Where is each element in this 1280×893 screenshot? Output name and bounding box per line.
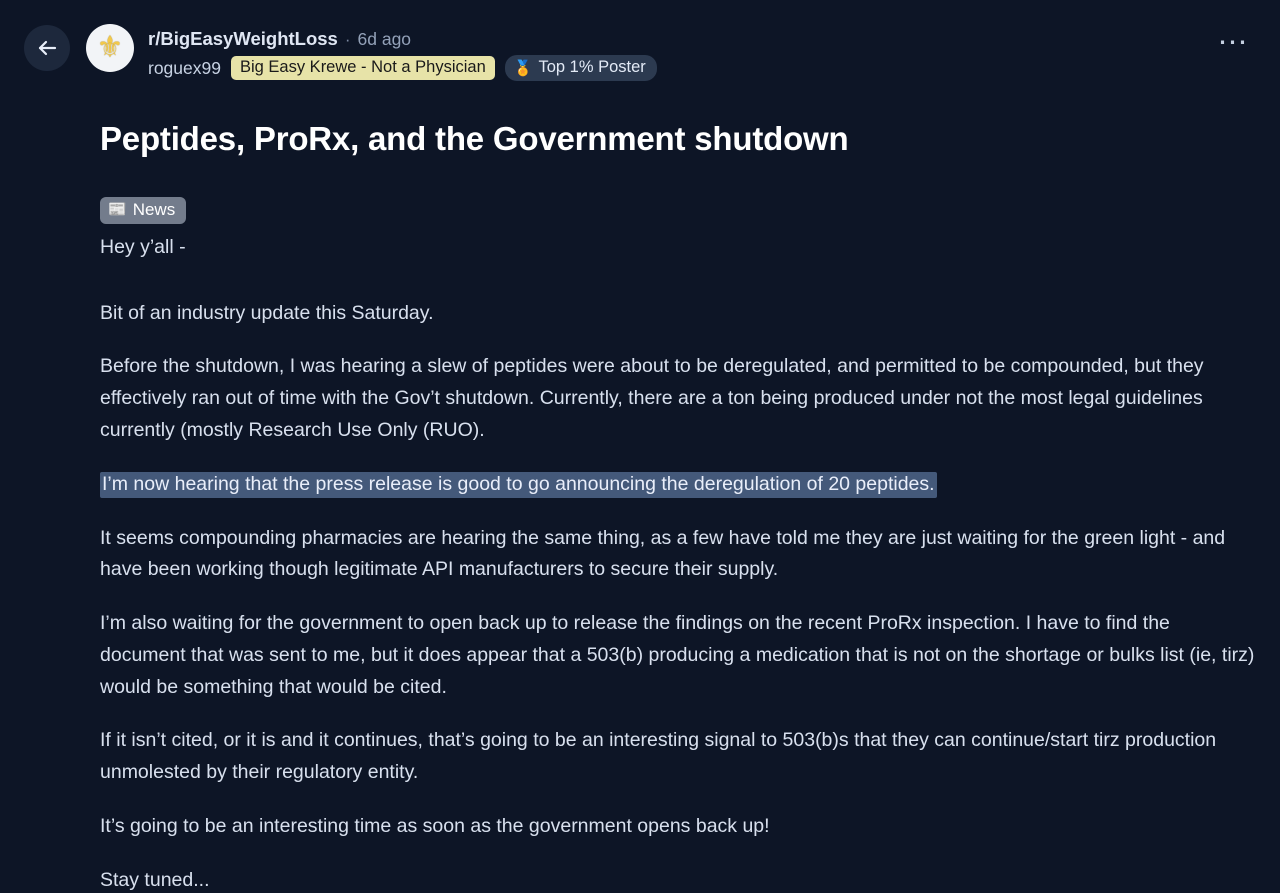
top-poster-label: Top 1% Poster [538, 58, 646, 76]
post-paragraph: If it isn’t cited, or it is and it continues, that’s going to be an interesting signal to 503(b)s that they can continue/start tirz production unmolested by their regulatory entity. [100, 729, 1217, 784]
post-meta-line-2 [148, 55, 1256, 81]
meta-separator: · [344, 30, 351, 49]
author-flair[interactable]: Big Easy Krewe - Not a Physician [231, 56, 495, 80]
author-username[interactable]: roguex99 [148, 57, 221, 78]
post-paragraph: Stay tuned... [100, 868, 210, 891]
page-title: Peptides, ProRx, and the Government shutdown [100, 120, 849, 158]
fleur-de-lis-icon: ⚜ [96, 31, 124, 64]
highlighted-text: I’m now hearing that the press release is good to go announcing the deregulation of 20 peptides. [100, 472, 937, 498]
post-meta-line-1 [148, 26, 1256, 59]
subreddit-link[interactable]: r/BigEasyWeightLoss [148, 28, 338, 49]
post-paragraph: I’m also waiting for the government to open back up to release the findings on the recent ProRx inspection. I have to find the document that was sent to me, but it does appear that a 503(b) producing a medication that is not on the shortage or bulks list (ie, tirz) would be something that would be cited. [100, 612, 1255, 698]
post-paragraph: Hey y’all - [100, 235, 186, 258]
medal-icon: 🏅 [513, 59, 533, 77]
post-paragraph: It seems compounding pharmacies are hearing the same thing, as a few have told me they are just waiting for the green light - and have been working though legitimate API manufacturers to secure their supply. [100, 526, 1226, 581]
more-options-icon[interactable]: ⋯ [1217, 26, 1250, 59]
post-age: 6d ago [357, 29, 412, 49]
post-body [0, 181, 1280, 893]
avatar[interactable] [86, 24, 134, 72]
back-button[interactable] [24, 25, 70, 71]
news-icon: 📰 [108, 201, 127, 219]
back-arrow-icon [35, 36, 59, 60]
post-header [0, 0, 1280, 81]
top-poster-badge[interactable] [505, 55, 657, 81]
post-paragraph: Bit of an industry update this Saturday. [100, 301, 434, 324]
post-flair-label: News [132, 199, 176, 219]
post-paragraph: It’s going to be an interesting time as soon as the government opens back up! [100, 814, 770, 837]
post-meta [148, 18, 1256, 81]
post-flair-news[interactable] [100, 197, 186, 224]
post-paragraph: Before the shutdown, I was hearing a slew of peptides were about to be deregulated, and permitted to be compounded, but they effectively ran out of time with the Gov’t shutdown. Currently, there are a ton being produced under not the most legal guidelines currently (mostly Research Use Only (RUO). [100, 355, 1204, 441]
post-paragraph-highlighted [100, 469, 1256, 501]
